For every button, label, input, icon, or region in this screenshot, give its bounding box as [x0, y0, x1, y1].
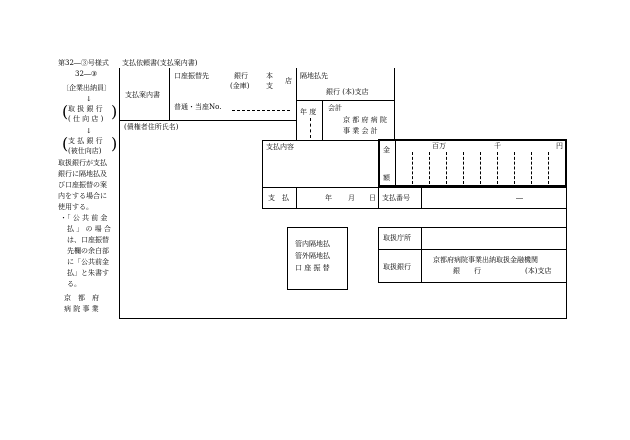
honten: 本: [266, 72, 273, 80]
digit-divider: [463, 152, 464, 184]
bank-label: 銀行: [234, 72, 248, 80]
million-label: 百万: [432, 142, 446, 150]
line-remote-right: [394, 68, 395, 140]
day-label: 日: [369, 194, 376, 202]
digit-divider: [531, 152, 532, 184]
line-row4: [262, 208, 567, 209]
note-line-4: 使用する。: [58, 203, 93, 211]
vault-label: (金庫): [230, 82, 250, 90]
bank-line-1: 取 扱 銀 行: [68, 105, 103, 113]
account-number-line: [232, 110, 290, 111]
line-year-right: [322, 100, 323, 140]
amount-top: 金: [383, 146, 390, 154]
payment-guide: 支払案内書: [125, 91, 160, 99]
frame-bottom: [119, 318, 567, 319]
handling-row-divider: [378, 249, 567, 250]
bracket-right-2: ): [111, 134, 118, 153]
note-line-0: 取扱銀行が支払: [58, 159, 107, 167]
account-transfer: 口座振替先: [174, 72, 209, 80]
form-title: 支払依頼書(支払案内書): [122, 59, 198, 67]
remote-pay: 隔地払先: [300, 72, 328, 80]
handling-bank: 取扱銀行: [383, 263, 411, 271]
line-transfer-right: [296, 68, 297, 140]
company-payer: 〔企業出納員〕: [62, 84, 111, 92]
line-remote-mid: [296, 100, 394, 101]
creditor: (債権者住所氏名): [124, 123, 179, 131]
hospital-line-2: 事 業 会 計: [343, 127, 378, 135]
arrow-2: ↓: [86, 127, 92, 135]
form-sub: 32―③: [75, 70, 98, 78]
payment-number-dash: ―: [516, 194, 523, 202]
payment-number: 支払番号: [382, 194, 410, 202]
payment-label: 支 払: [268, 194, 289, 202]
digit-divider: [480, 152, 481, 184]
line-guide-right: [169, 68, 170, 120]
line-row1: [119, 120, 296, 121]
digit-divider: [446, 152, 447, 184]
payment-content: 支払内容: [266, 143, 294, 151]
hospital-line-1: 京 都 府 病 院: [343, 116, 387, 124]
bullet-line-5: 払」と朱書す: [60, 269, 109, 277]
ten: 店: [285, 77, 292, 85]
bullet-line-4: に「公共前金: [60, 258, 109, 266]
bracket-right-1: ): [111, 102, 118, 121]
bullet-line-6: る。: [60, 280, 81, 288]
accounting: 会計: [328, 104, 342, 112]
method-line-3: 口 座 振 替: [295, 264, 330, 272]
arrow-1: ↓: [86, 95, 92, 103]
handling-line-2: 銀 行: [453, 267, 481, 275]
account-type: 普通・当座No.: [174, 103, 222, 111]
pay-bank-line-2: (被仕向店): [68, 147, 102, 155]
handling-line-3: (本)支店: [525, 267, 552, 275]
pay-bank-line-1: 支 払 銀 行: [68, 137, 103, 145]
bank-branch: 銀行 (本)支店: [326, 88, 369, 96]
bullet-line-2: は、口座振替: [60, 236, 109, 244]
handling-col-divider: [421, 227, 422, 283]
digit-divider: [497, 152, 498, 184]
amount-box: [378, 139, 567, 187]
bullet-line-1: 払 」 の 場 合: [60, 225, 111, 233]
handling-line-1: 京都府病院事業出納取扱金融機関: [433, 256, 538, 264]
fiscal-year: 年 度: [300, 108, 317, 116]
digit-divider: [548, 152, 549, 184]
yen-label: 円: [556, 142, 563, 150]
line-pay-label: [296, 187, 297, 208]
note-line-2: び口座振替の案: [58, 181, 107, 189]
bracket-left-1: (: [62, 102, 69, 121]
thousand-label: 千: [494, 142, 501, 150]
line-row3: [262, 187, 567, 188]
bullet-line-0: ・「 公 共 前 金: [60, 214, 108, 222]
frame-left: [119, 68, 120, 318]
form-id: 第32―③号様式: [58, 59, 109, 67]
month-label: 月: [348, 194, 355, 202]
bracket-left-2: (: [62, 134, 69, 153]
bullet-line-3: 先欄の余白部: [60, 247, 109, 255]
office-label: 取扱庁所: [383, 234, 411, 242]
digit-divider: [412, 152, 413, 184]
line-pay-num: [421, 187, 422, 208]
note-line-3: 内をする場合に: [58, 192, 107, 200]
year-label: 年: [325, 194, 332, 202]
org-line-1: 京 都 府: [64, 294, 99, 302]
bank-line-2: ( 仕 向 店 ): [68, 115, 104, 123]
method-line-1: 管内隔地払: [295, 240, 330, 248]
shiten: 支: [266, 82, 273, 90]
year-dash: [310, 118, 311, 138]
note-line-1: 銀行に隔地払及: [58, 170, 107, 178]
org-line-2: 病 院 事 業: [64, 305, 99, 313]
amount-label-divider: [395, 140, 396, 186]
digit-divider: [429, 152, 430, 184]
line-pay-date: [378, 187, 379, 208]
line-middle-left: [262, 140, 263, 208]
method-line-2: 管外隔地払: [295, 252, 330, 260]
digit-divider: [514, 152, 515, 184]
amount-bottom: 額: [383, 174, 390, 182]
